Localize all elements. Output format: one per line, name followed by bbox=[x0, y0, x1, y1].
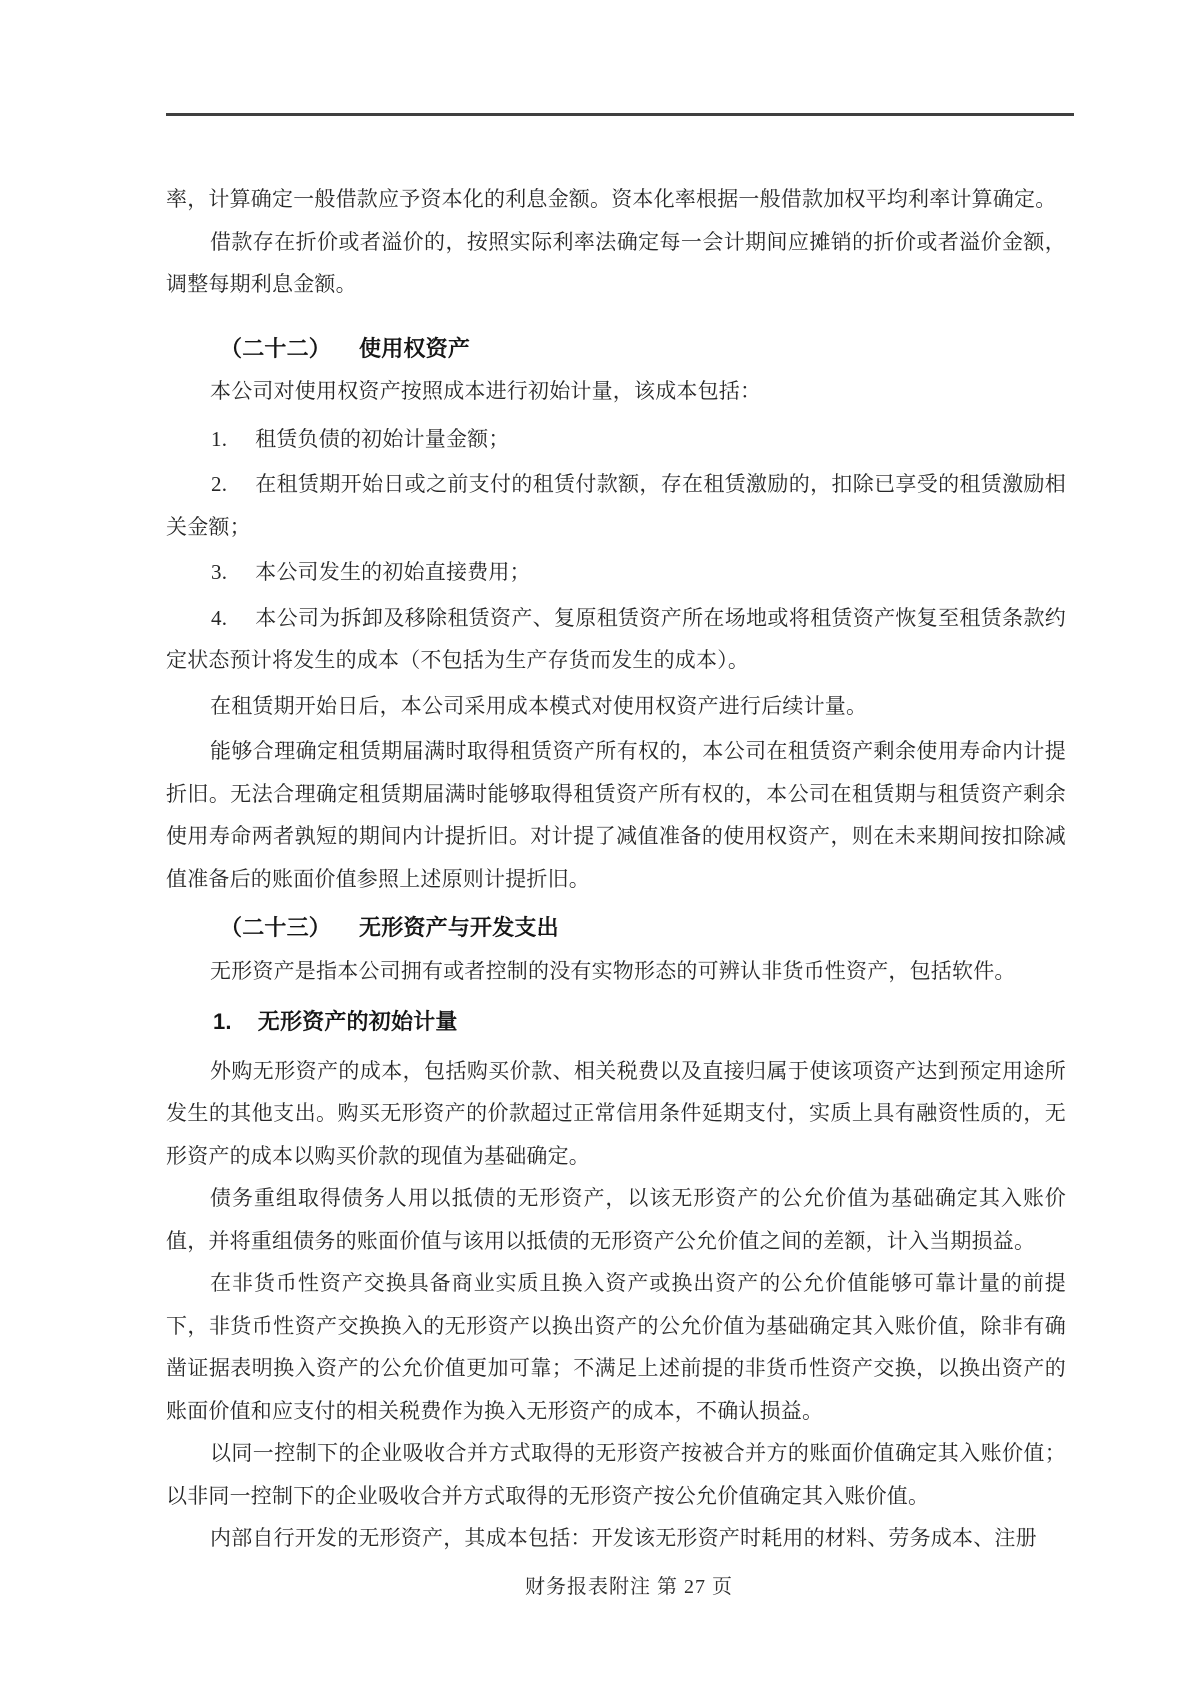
section-heading-22 bbox=[166, 328, 1066, 371]
list-item-number: 4. bbox=[211, 605, 228, 630]
section-heading-23 bbox=[166, 907, 1066, 950]
paragraph: 以同一控制下的企业吸收合并方式取得的无形资产按被合并方的账面价值确定其入账价值；以非同一控制下的企业吸收合并方式取得的无形资产按公允价值确定其入账价值。 bbox=[166, 1441, 1066, 1508]
paragraph: 借款存在折价或者溢价的，按照实际利率法确定每一会计期间应摊销的折价或者溢价金额，调整每期利息金额。 bbox=[166, 229, 1066, 296]
paragraph: 能够合理确定租赁期届满时取得租赁资产所有权的，本公司在租赁资产剩余使用寿命内计提折旧。无法合理确定租赁期届满时能够取得租赁资产所有权的，本公司在租赁期与租赁资产剩余使用寿命两者孰短的期间内计提折旧。对计提了减值准备的使用权资产，则在未来期间按扣除减值准备后的账面价值参照上述原则计提折旧。 bbox=[166, 739, 1066, 891]
paragraph: 在租赁期开始日后，本公司采用成本模式对使用权资产进行后续计量。 bbox=[210, 693, 868, 718]
list-item bbox=[166, 551, 1066, 594]
paragraph: 本公司对使用权资产按照成本进行初始计量，该成本包括： bbox=[210, 379, 762, 403]
subsection-heading-1 bbox=[166, 1001, 1066, 1044]
list-item-text: 本公司发生的初始直接费用； bbox=[255, 560, 531, 584]
subsection-title: 无形资产的初始计量 bbox=[257, 1009, 458, 1034]
list-item-number: 2. bbox=[211, 472, 228, 496]
section-title: 使用权资产 bbox=[359, 335, 471, 361]
list-item-text: 本公司为拆卸及移除租赁资产、复原租赁资产所在场地或将租赁资产恢复至租赁条款约定状态预计将发生的成本（不包括为生产存货而发生的成本）。 bbox=[166, 605, 1066, 672]
list-item bbox=[166, 418, 1066, 461]
list-item-number: 1. bbox=[211, 426, 228, 451]
paragraph: 在非货币性资产交换具备商业实质且换入资产或换出资产的公允价值能够可靠计量的前提下，非货币性资产交换换入的无形资产以换出资产的公允价值为基础确定其入账价值，除非有确凿证据表明换入资产的公允价值更加可靠；不满足上述前提的非货币性资产交换，以换出资产的账面价值和应支付的相关税费作为换入无形资产的成本，不确认损益。 bbox=[166, 1271, 1066, 1423]
paragraph: 无形资产是指本公司拥有或者控制的没有实物形态的可辨认非货币性资产，包括软件。 bbox=[210, 958, 1016, 983]
section-number: （二十三） bbox=[220, 915, 332, 940]
list-item-text: 在租赁期开始日或之前支付的租赁付款额，存在租赁激励的，扣除已享受的租赁激励相关金额； bbox=[166, 472, 1066, 539]
header-rule bbox=[166, 113, 1074, 116]
list-item bbox=[166, 463, 1066, 548]
list-item-number: 3. bbox=[211, 560, 228, 584]
paragraph-continuation: 率，计算确定一般借款应予资本化的利息金额。资本化率根据一般借款加权平均利率计算确定。 bbox=[166, 187, 1057, 211]
list-item bbox=[166, 597, 1066, 682]
page-footer: 财务报表附注 第 27 页 bbox=[525, 1576, 733, 1598]
subsection-number: 1. bbox=[213, 1009, 232, 1034]
paragraph: 外购无形资产的成本，包括购买价款、相关税费以及直接归属于使该项资产达到预定用途所发生的其他支出。购买无形资产的价款超过正常信用条件延期支付，实质上具有融资性质的，无形资产的成本以购买价款的现值为基础确定。 bbox=[166, 1058, 1066, 1168]
section-title: 无形资产与开发支出 bbox=[359, 915, 559, 940]
document-content bbox=[166, 178, 1066, 1560]
section-number: （二十二） bbox=[220, 335, 332, 361]
list-item-text: 租赁负债的初始计量金额； bbox=[255, 426, 510, 451]
paragraph-continues-next-page: 内部自行开发的无形资产，其成本包括：开发该无形资产时耗用的材料、劳务成本、注册 bbox=[210, 1526, 1037, 1550]
paragraph: 债务重组取得债务人用以抵债的无形资产，以该无形资产的公允价值为基础确定其入账价值，并将重组债务的账面价值与该用以抵债的无形资产公允价值之间的差额，计入当期损益。 bbox=[166, 1186, 1066, 1253]
